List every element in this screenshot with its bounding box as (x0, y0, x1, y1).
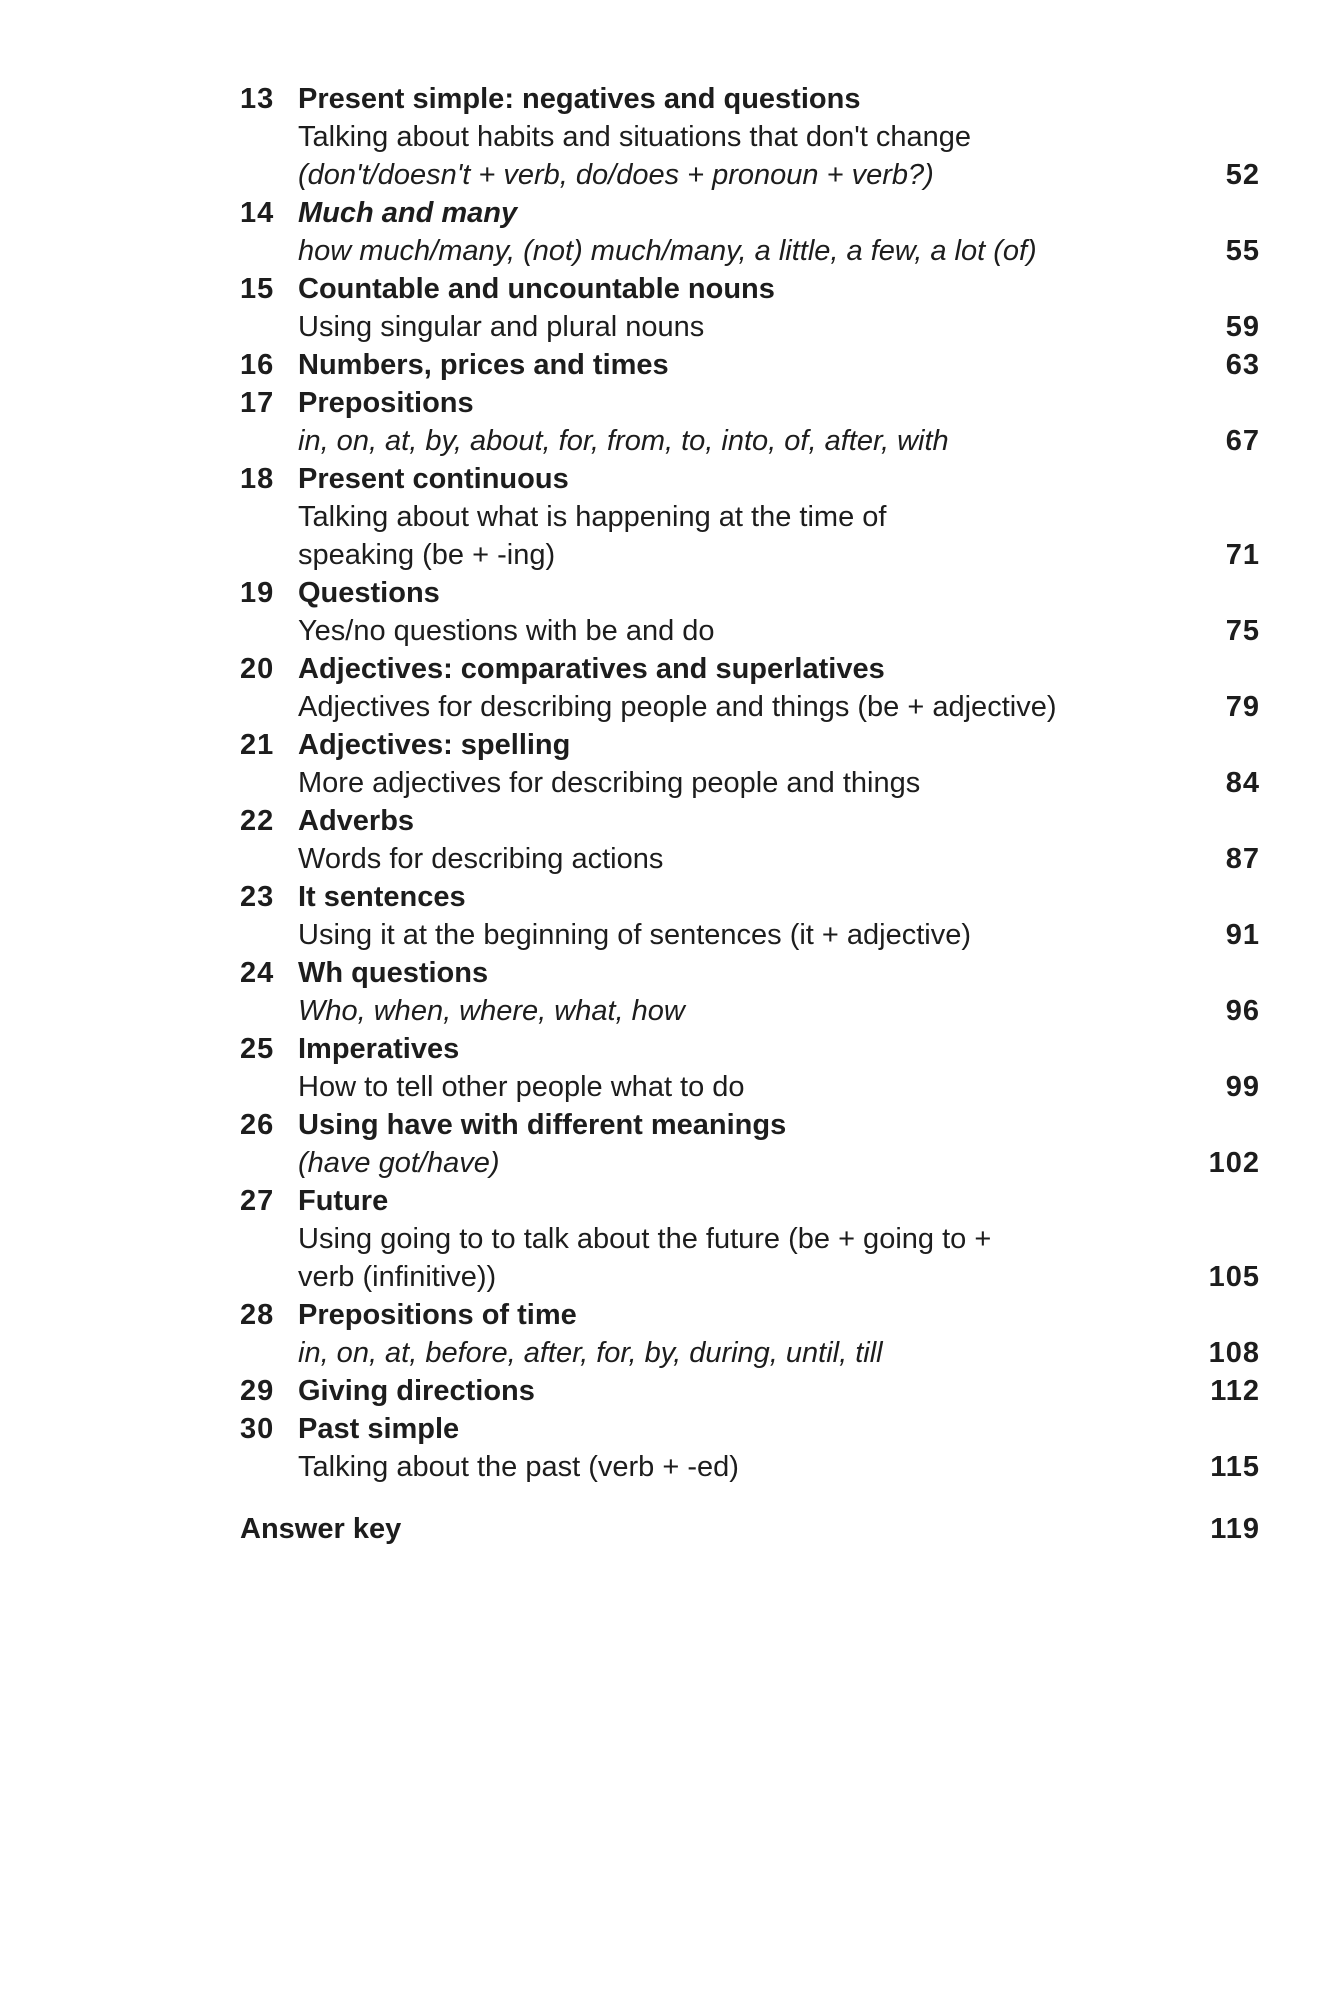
page-number: 52 (1225, 159, 1260, 191)
toc-entry-23 (240, 878, 1260, 954)
unit-description-line: (don't/doesn't + verb, do/does + pronoun + verb?) (298, 159, 934, 191)
unit-description-line: in, on, at, before, after, for, by, during, until, till (298, 1337, 883, 1369)
unit-number: 18 (240, 463, 275, 495)
page-number: 96 (1225, 995, 1260, 1027)
page-number: 75 (1225, 615, 1260, 647)
unit-title: Prepositions (298, 387, 474, 419)
unit-title: Past simple (298, 1413, 460, 1445)
unit-title: Much and many (298, 197, 518, 229)
unit-number: 21 (240, 729, 275, 761)
toc-entry-16 (240, 346, 1260, 384)
unit-title: It sentences (298, 881, 466, 913)
toc-entry-22 (240, 802, 1260, 878)
unit-title: Countable and uncountable nouns (298, 273, 775, 305)
unit-description-line: in, on, at, by, about, for, from, to, into, of, after, with (298, 425, 949, 457)
unit-number: 25 (240, 1033, 275, 1065)
unit-title: Questions (298, 577, 440, 609)
page-number: 71 (1225, 539, 1260, 571)
unit-description-line: how much/many, (not) much/many, a little, a few, a lot (of) (298, 235, 1037, 267)
toc-entry-17 (240, 384, 1260, 460)
toc-entry-15 (240, 270, 1260, 346)
unit-number: 26 (240, 1109, 275, 1141)
unit-number: 28 (240, 1299, 275, 1331)
unit-title: Giving directions (298, 1375, 535, 1407)
toc-entry-20 (240, 650, 1260, 726)
unit-description-line: Yes/no questions with be and do (298, 615, 715, 647)
page-number: 105 (1208, 1261, 1260, 1293)
toc-entry-29 (240, 1372, 1260, 1410)
unit-description-line: More adjectives for describing people and things (298, 767, 921, 799)
unit-title: Numbers, prices and times (298, 349, 669, 381)
toc-entry-28 (240, 1296, 1260, 1372)
toc-entry-24 (240, 954, 1260, 1030)
page-number: 102 (1208, 1147, 1260, 1179)
toc-entry-18 (240, 460, 1260, 574)
unit-number: 14 (240, 197, 275, 229)
unit-description-line: Using singular and plural nouns (298, 311, 705, 343)
unit-description-line: (have got/have) (298, 1147, 500, 1179)
page-number: 91 (1225, 919, 1260, 951)
unit-description-line: speaking (be + -ing) (298, 539, 556, 571)
unit-title: Present continuous (298, 463, 569, 495)
unit-number: 15 (240, 273, 275, 305)
unit-description-line: How to tell other people what to do (298, 1071, 745, 1103)
toc-entry-21 (240, 726, 1260, 802)
page-number: 108 (1208, 1337, 1260, 1369)
page-number: 67 (1225, 425, 1260, 457)
unit-number: 13 (240, 83, 275, 115)
unit-number: 23 (240, 881, 275, 913)
page-number: 59 (1225, 311, 1260, 343)
page-number: 99 (1225, 1071, 1260, 1103)
unit-title: Prepositions of time (298, 1299, 577, 1331)
toc-entry-25 (240, 1030, 1260, 1106)
page-number: 115 (1210, 1451, 1260, 1483)
page-number: 87 (1225, 843, 1260, 875)
unit-title: Adjectives: comparatives and superlatives (298, 653, 885, 685)
page-number: 119 (1210, 1513, 1260, 1545)
page-number: 63 (1225, 349, 1260, 381)
unit-number: 27 (240, 1185, 275, 1217)
unit-description-line: Who, when, where, what, how (298, 995, 685, 1027)
answer-key-label: Answer key (240, 1513, 402, 1545)
unit-number: 22 (240, 805, 275, 837)
toc-entry-14 (240, 194, 1260, 270)
unit-title: Adjectives: spelling (298, 729, 571, 761)
unit-description-line: Words for describing actions (298, 843, 664, 875)
unit-title: Imperatives (298, 1033, 460, 1065)
page-number: 79 (1225, 691, 1260, 723)
unit-number: 30 (240, 1413, 275, 1445)
unit-number: 20 (240, 653, 275, 685)
unit-number: 24 (240, 957, 275, 989)
unit-title: Future (298, 1185, 389, 1217)
unit-description-line: Adjectives for describing people and things (be + adjective) (298, 691, 1057, 723)
unit-description-line: Using it at the beginning of sentences (it + adjective) (298, 919, 972, 951)
unit-number: 17 (240, 387, 275, 419)
unit-description-line: verb (infinitive)) (298, 1261, 497, 1293)
unit-title: Adverbs (298, 805, 415, 837)
toc-entry-13 (240, 80, 1260, 194)
toc-entry-30 (240, 1410, 1260, 1486)
toc-entry-27 (240, 1182, 1260, 1296)
toc-entry-19 (240, 574, 1260, 650)
unit-title: Wh questions (298, 957, 489, 989)
unit-description-line: Using going to to talk about the future (be + going to + (298, 1223, 992, 1255)
toc-entry-26 (240, 1106, 1260, 1182)
page-number: 55 (1225, 235, 1260, 267)
unit-description-line: Talking about habits and situations that don't change (298, 121, 972, 153)
page-number: 84 (1225, 767, 1260, 799)
unit-number: 19 (240, 577, 275, 609)
unit-title: Present simple: negatives and questions (298, 83, 861, 115)
unit-description-line: Talking about what is happening at the time of (298, 501, 887, 533)
unit-title: Using have with different meanings (298, 1109, 787, 1141)
unit-description-line: Talking about the past (verb + -ed) (298, 1451, 739, 1483)
page-number: 112 (1210, 1375, 1260, 1407)
table-of-contents (240, 80, 1260, 1548)
unit-number: 29 (240, 1375, 275, 1407)
unit-number: 16 (240, 349, 275, 381)
toc-entry-answer-key (240, 1510, 1260, 1548)
